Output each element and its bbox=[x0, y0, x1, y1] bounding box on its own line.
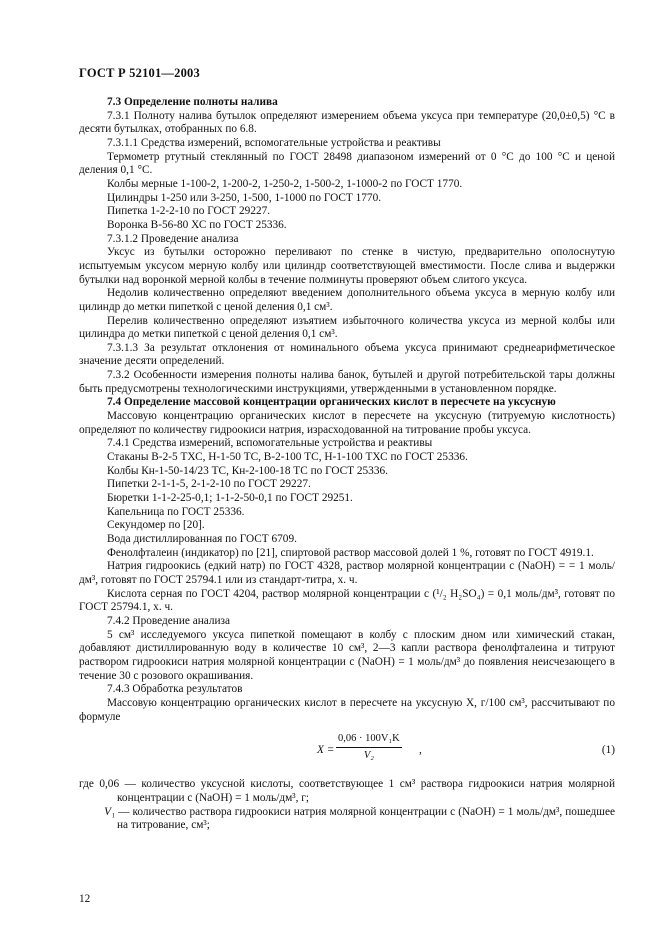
paragraph: Пипетки 2-1-1-5, 2-1-2-10 по ГОСТ 29227. bbox=[107, 478, 311, 491]
paragraph: 7.3.1.3 За результат отклонения от номинального объема уксуса принимают среднеарифметическое значение десяти определений. bbox=[79, 341, 615, 368]
paragraph: Капельница по ГОСТ 25336. bbox=[107, 505, 245, 518]
paragraph: Стаканы В-2-5 ТХС, Н-1-50 ТС, В-2-100 ТС, Н-1-100 ТХС по ГОСТ 25336. bbox=[107, 451, 468, 464]
paragraph: Перелив количественно определяют изъятием избыточного количества уксуса из мерной колбы или цилиндра до метки пипеткой с ценой деления 0,1 см³. bbox=[79, 314, 615, 341]
paragraph: Цилиндры 1-250 или 3-250, 1-500, 1-1000 по ГОСТ 1770. bbox=[107, 191, 382, 204]
formula-fraction bbox=[336, 732, 402, 762]
paragraph: Массовую концентрацию органических кислот в пересчете на уксусную X, г/100 см³, рассчитывают по формуле bbox=[79, 696, 615, 723]
paragraph: 7.4.2 Проведение анализа bbox=[107, 614, 231, 627]
paragraph: Вода дистиллированная по ГОСТ 6709. bbox=[107, 533, 297, 545]
paragraph: 7.3.1 Полноту налива бутылок определяют измерением объема уксуса при температуре (20,0±0,5) °С в десяти бутылках, отобранных по 6.8. bbox=[79, 109, 615, 136]
paragraph: Пипетка 1-2-2-10 по ГОСТ 29227. bbox=[107, 205, 271, 218]
legend-text: — количество уксусной кислоты, соответствующее 1 см³ раствора гидроокиси натрия молярной концентрации c (NaOH) = 1 моль/дм³, г; bbox=[117, 778, 615, 804]
legend-lead: где 0,06 bbox=[79, 778, 120, 791]
paragraph: Колбы мерные 1-100-2, 1-200-2, 1-250-2, 1-500-2, 1-1000-2 по ГОСТ 1770. bbox=[107, 177, 463, 190]
paragraph: 7.3.1.2 Проведение анализа bbox=[107, 232, 239, 245]
document-body bbox=[79, 96, 615, 833]
paragraph: Недолив количественно определяют введением дополнительного объема уксуса в мерную колбу или цилиндр до метки пипеткой с ценой деления 0,1 см³. bbox=[79, 287, 615, 313]
paragraph: 7.3.1.1 Средства измерений, вспомогательные устройства и реактивы bbox=[107, 136, 441, 149]
paragraph: Бюретки 1-1-2-25-0,1; 1-1-2-50-0,1 по ГОСТ 29251. bbox=[107, 492, 353, 505]
paragraph: 7.4.1 Средства измерений, вспомогательные устройства и реактивы bbox=[107, 437, 433, 450]
formula-denominator: V₂ bbox=[363, 749, 374, 761]
formula-comma: , bbox=[419, 744, 422, 757]
legend-item bbox=[79, 778, 615, 805]
paragraph: Термометр ртутный стеклянный по ГОСТ 28498 диапазоном измерений от 0 °С до 100 °С и ценой деления 0,1 °С. bbox=[79, 150, 615, 177]
paragraph: Фенолфталеин (индикатор) по [21], спиртовой раствор массовой долей 1 %, готовят по ГОСТ 4919.1. bbox=[107, 546, 594, 559]
legend-symbol: V₁ bbox=[104, 805, 115, 818]
paragraph: 5 см³ исследуемого уксуса пипеткой помещают в колбу с плоским дном или химический стакан, добавляют дистиллированную воду в количестве 10 см³, 2—3 капли раствора фенолфталеина и титруют раствором гидроокиси натрия молярной концентрации c (NaOH) = 1 моль/дм³ до появления неисчезающего в течение 30 с розового окрашивания. bbox=[79, 628, 615, 682]
paragraph-list bbox=[79, 96, 615, 724]
paragraph: Кислота серная по ГОСТ 4204, раствор молярной концентрации c (¹/₂ H₂SO₄) = 0,1 моль/дм³, готовят по ГОСТ 25794.1, х. ч. bbox=[79, 587, 615, 614]
legend-text: — количество раствора гидроокиси натрия молярной концентрации c (NaOH) = 1 моль/дм³, пошедшее на титрование, см³; bbox=[117, 805, 615, 832]
formula-legend bbox=[79, 778, 615, 833]
section-heading: 7.3 Определение полноты налива bbox=[107, 96, 278, 108]
standard-header: ГОСТ Р 52101—2003 bbox=[79, 66, 200, 80]
section-heading: 7.4 Определение массовой концентрации органических кислот в пересчете на уксусную bbox=[107, 396, 556, 409]
paragraph: Натрия гидроокись (едкий натр) по ГОСТ 4328, раствор молярной концентрации c (NaOH) = = 1 моль/дм³, готовят по ГОСТ 25794.1 или из стандарт-титра, х. ч. bbox=[79, 560, 615, 586]
formula-numerator: 0,06 · 100V₁K bbox=[336, 732, 402, 748]
page-number: 12 bbox=[79, 893, 91, 905]
paragraph: Воронка В-56-80 ХС по ГОСТ 25336. bbox=[107, 218, 287, 231]
formula-lhs: X = bbox=[317, 744, 335, 757]
paragraph: Массовую концентрацию органических кислот в пересчете на уксусную (титруемую кислотность) определяют по количеству гидроокиси натрия, израсходованной на титрование пробы уксуса. bbox=[79, 410, 615, 436]
paragraph: Секундомер по [20]. bbox=[107, 519, 205, 532]
formula-number: (1) bbox=[601, 744, 615, 757]
paragraph: 7.4.3 Обработка результатов bbox=[107, 683, 243, 696]
paragraph: Колбы Кн-1-50-14/23 ТС, Кн-2-100-18 ТС по ГОСТ 25336. bbox=[107, 464, 388, 477]
paragraph: Уксус из бутылки осторожно переливают по стенке в чистую, предварительно ополоснутую испытуемым уксусом мерную колбу или цилиндр соответствующей вместимости. После слива и выдержки бутылки над воронкой мерной колбы в течение полминуты проверяют объем слитого уксуса. bbox=[79, 246, 615, 286]
formula-1 bbox=[79, 730, 615, 774]
paragraph: 7.3.2 Особенности измерения полноты налива банок, бутылей и другой потребительской тары должны быть предусмотрены технологическими инструкциями, утвержденными в установленном порядке. bbox=[79, 369, 615, 395]
legend-item bbox=[79, 806, 615, 833]
